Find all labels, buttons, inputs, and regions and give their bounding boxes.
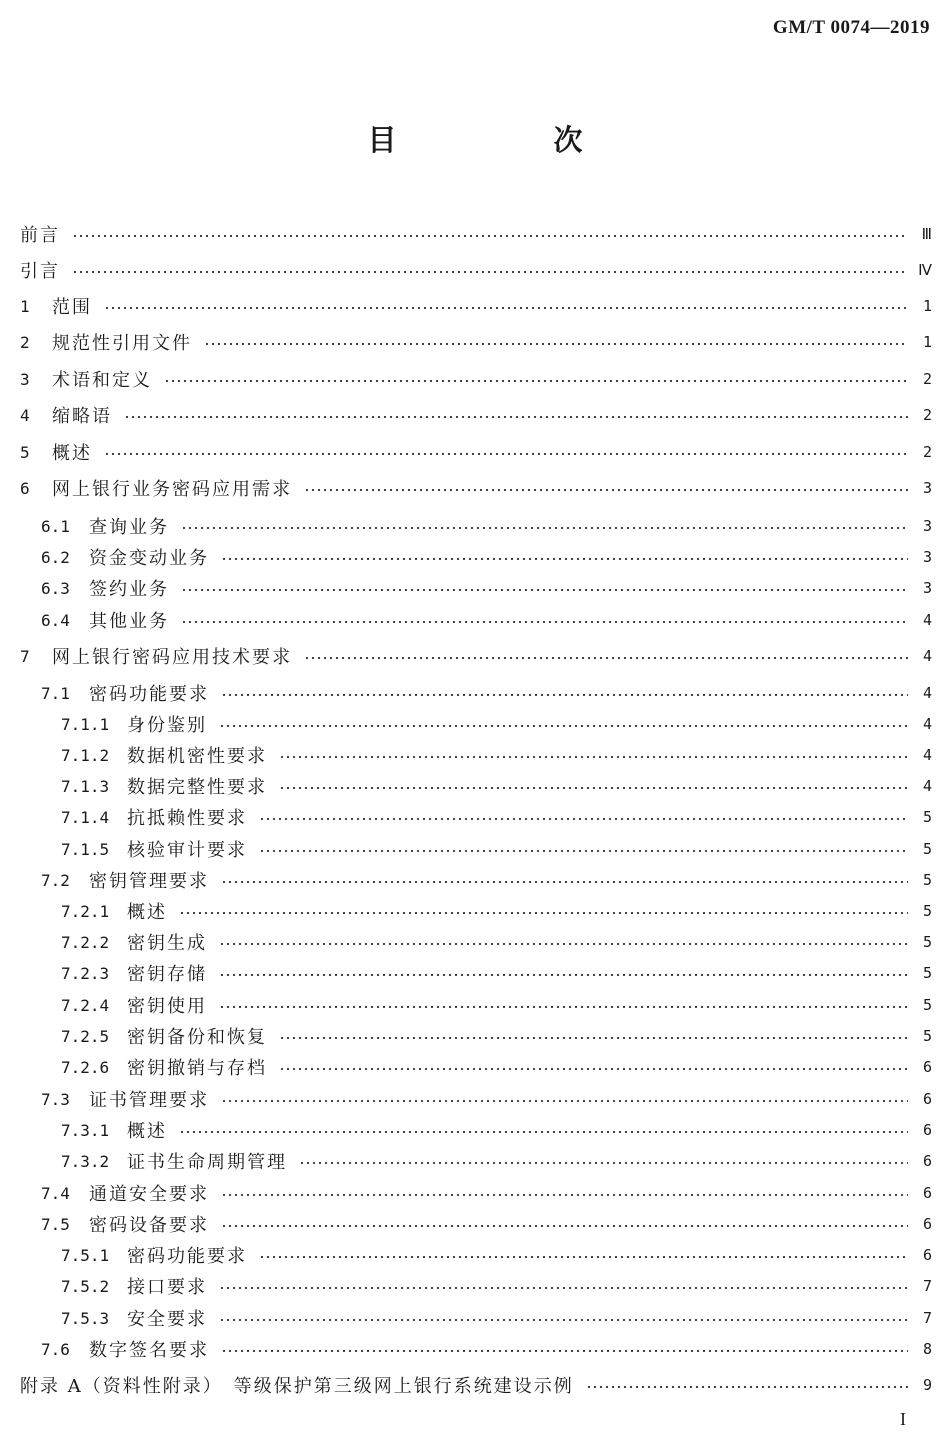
toc-leader-dots	[221, 1350, 908, 1352]
toc-entry[interactable]	[20, 1208, 932, 1240]
toc-entry[interactable]	[20, 957, 932, 989]
toc-entry-number: 3	[20, 369, 30, 389]
toc-leader-dots	[304, 657, 908, 659]
toc-entry[interactable]	[20, 510, 932, 542]
toc-entry[interactable]	[20, 604, 932, 636]
toc-entry-number: 7.6	[41, 1339, 70, 1359]
toc-entry-number: 7.5.2	[61, 1276, 110, 1296]
toc-entry[interactable]	[20, 363, 932, 395]
toc-entry-title: 缩略语	[52, 406, 112, 427]
toc-leader-dots	[179, 912, 908, 914]
toc-entry-title: 密钥生成	[127, 933, 207, 954]
toc-entry-page: 1	[922, 297, 932, 315]
toc-entry-title: 数据机密性要求	[127, 746, 267, 767]
toc-entry-page: 4	[922, 777, 932, 795]
toc-entry-number: 6.3	[41, 578, 70, 598]
toc-leader-dots	[219, 1319, 908, 1321]
toc-entry-title: 通道安全要求	[89, 1184, 209, 1205]
toc-leader-dots	[204, 343, 908, 345]
toc-leader-dots	[181, 621, 908, 623]
page-number: I	[900, 1409, 906, 1429]
toc-entry-title: 密钥使用	[127, 996, 207, 1017]
toc-entry-number: 6	[20, 478, 30, 498]
toc-entry-number: 7.1.4	[61, 807, 110, 827]
toc-entry-title: 概述	[127, 1121, 167, 1142]
toc-entry-page: 4	[922, 684, 932, 702]
toc-entry-title: 其他业务	[89, 611, 169, 632]
toc-entry-title: 证书管理要求	[89, 1090, 209, 1111]
toc-entry-page: 6	[922, 1184, 932, 1202]
toc-entry-page: 4	[922, 611, 932, 629]
toc-entry-title: 接口要求	[127, 1277, 207, 1298]
toc-entry[interactable]	[20, 1114, 932, 1146]
toc-leader-dots	[72, 235, 908, 237]
toc-entry-number: 5	[20, 442, 30, 462]
toc-entry-title: 范围	[52, 297, 92, 318]
toc-entry-number: 7.1.5	[61, 839, 110, 859]
toc-leader-dots	[219, 974, 908, 976]
toc-leader-dots	[104, 307, 908, 309]
toc-entry-title: 核验审计要求	[127, 840, 247, 861]
toc-entry-page: 5	[922, 996, 932, 1014]
toc-entry[interactable]	[20, 989, 932, 1021]
toc-entry-page: 4	[922, 647, 932, 665]
toc-entry-title: 密钥存储	[127, 964, 207, 985]
toc-entry-number: 7.2.1	[61, 901, 110, 921]
toc-entry-number: 7.2.5	[61, 1026, 110, 1046]
toc-entry-number: 7.2	[41, 870, 70, 890]
toc-entry-title: 网上银行业务密码应用需求	[52, 479, 292, 500]
toc-entry-title: 密码功能要求	[89, 684, 209, 705]
toc-entry-number: 7.1.1	[61, 714, 110, 734]
toc-leader-dots	[179, 1131, 908, 1133]
toc-entry[interactable]	[20, 1051, 932, 1083]
toc-entry-page: 8	[922, 1340, 932, 1358]
toc-entry-title: 附录 A（资料性附录） 等级保护第三级网上银行系统建设示例	[20, 1376, 574, 1397]
toc-entry-number: 4	[20, 405, 30, 425]
toc-entry-number: 7.1.2	[61, 745, 110, 765]
toc-entry-title: 规范性引用文件	[52, 333, 192, 354]
toc-entry-page: 7	[922, 1309, 932, 1327]
toc-leader-dots	[219, 943, 908, 945]
toc-leader-dots	[221, 694, 908, 696]
toc-title: 目 次	[367, 123, 647, 157]
toc-entry[interactable]	[20, 801, 932, 833]
toc-entry-page: 6	[922, 1152, 932, 1170]
toc-entry-title: 密钥管理要求	[89, 871, 209, 892]
toc-entry[interactable]	[20, 833, 932, 865]
toc-entry-title: 抗抵赖性要求	[127, 808, 247, 829]
toc-entry[interactable]	[20, 541, 932, 573]
toc-entry[interactable]	[20, 1333, 932, 1365]
toc-entry[interactable]	[20, 436, 932, 468]
toc-entry-number: 7.3.1	[61, 1120, 110, 1140]
toc-entry-page: 5	[922, 808, 932, 826]
toc-entry-page: 6	[922, 1090, 932, 1108]
toc-entry-number: 1	[20, 296, 30, 316]
toc-entry-page: 3	[922, 479, 932, 497]
toc-entry[interactable]	[20, 1145, 932, 1177]
toc-leader-dots	[304, 489, 908, 491]
toc-entry[interactable]	[20, 572, 932, 604]
toc-entry[interactable]	[20, 1302, 932, 1334]
toc-entry-title: 密钥撤销与存档	[127, 1058, 267, 1079]
toc-leader-dots	[299, 1162, 908, 1164]
toc-leader-dots	[181, 527, 908, 529]
toc-entry-page: 6	[922, 1246, 932, 1264]
toc-entry-page: 4	[922, 746, 932, 764]
toc-entry-page: 9	[922, 1376, 932, 1394]
toc-leader-dots	[181, 589, 908, 591]
toc-entry-title: 前言	[20, 225, 60, 246]
toc-leader-dots	[259, 818, 908, 820]
toc-entry-title: 查询业务	[89, 517, 169, 538]
toc-entry-title: 身份鉴别	[127, 715, 207, 736]
toc-entry-page: 6	[922, 1121, 932, 1139]
toc-entry-page: 5	[922, 1027, 932, 1045]
toc-entry-page: 5	[922, 933, 932, 951]
toc-entry-number: 7.5.3	[61, 1308, 110, 1328]
toc-entry-number: 7.3.2	[61, 1151, 110, 1171]
toc-entry-page: 5	[922, 871, 932, 889]
standard-number: GM/T 0074—2019	[772, 17, 930, 38]
toc-entry-title: 证书生命周期管理	[127, 1152, 287, 1173]
toc-entry[interactable]	[20, 770, 932, 802]
toc-entry-number: 7.1	[41, 683, 70, 703]
toc-leader-dots	[221, 558, 908, 560]
toc-leader-dots	[219, 1287, 908, 1289]
toc-entry-page: 6	[922, 1058, 932, 1076]
toc-entry[interactable]	[20, 1369, 932, 1401]
toc-entry-number: 6.1	[41, 516, 70, 536]
toc-entry-number: 6.4	[41, 610, 70, 630]
toc-entry-title: 术语和定义	[52, 370, 152, 391]
toc-entry-page: 3	[922, 579, 932, 597]
toc-leader-dots	[221, 1100, 908, 1102]
toc-entry[interactable]	[20, 926, 932, 958]
toc-entry-number: 2	[20, 332, 30, 352]
toc-leader-dots	[221, 1225, 908, 1227]
toc-entry[interactable]	[20, 254, 932, 286]
toc-entry-number: 7.1.3	[61, 776, 110, 796]
toc-entry[interactable]	[20, 472, 932, 504]
toc-entry-title: 数字签名要求	[89, 1340, 209, 1361]
toc-entry[interactable]	[20, 326, 932, 358]
toc-entry-number: 7.2.2	[61, 932, 110, 952]
toc-entry[interactable]	[20, 864, 932, 896]
toc-entry-title: 密钥备份和恢复	[127, 1027, 267, 1048]
toc-entry-page: 2	[922, 406, 932, 424]
toc-entry[interactable]	[20, 739, 932, 771]
toc-entry[interactable]	[20, 708, 932, 740]
toc-entry-page: 6	[922, 1215, 932, 1233]
toc-entry-page: 5	[922, 840, 932, 858]
toc-entry-number: 7	[20, 646, 30, 666]
toc-entry-page: Ⅲ	[921, 225, 932, 243]
toc-leader-dots	[72, 271, 908, 273]
toc-entry-page: 5	[922, 964, 932, 982]
toc-entry-title: 密码功能要求	[127, 1246, 247, 1267]
toc-entry-title: 密码设备要求	[89, 1215, 209, 1236]
toc-leader-dots	[219, 1006, 908, 1008]
toc-entry-page: 4	[922, 715, 932, 733]
toc-entry-title: 网上银行密码应用技术要求	[52, 647, 292, 668]
toc-entry[interactable]	[20, 290, 932, 322]
toc-entry[interactable]	[20, 1239, 932, 1271]
toc-entry-number: 7.3	[41, 1089, 70, 1109]
toc-leader-dots	[221, 881, 908, 883]
toc-entry[interactable]	[20, 1270, 932, 1302]
toc-entry-page: 2	[922, 443, 932, 461]
toc-entry-number: 7.4	[41, 1183, 70, 1203]
toc-entry[interactable]	[20, 399, 932, 431]
toc-leader-dots	[279, 756, 908, 758]
toc-entry[interactable]	[20, 1020, 932, 1052]
toc-entry[interactable]	[20, 1177, 932, 1209]
toc-leader-dots	[259, 850, 908, 852]
toc-entry-page: 7	[922, 1277, 932, 1295]
toc-leader-dots	[164, 380, 908, 382]
toc-entry[interactable]	[20, 640, 932, 672]
toc-leader-dots	[586, 1386, 908, 1388]
toc-leader-dots	[221, 1194, 908, 1196]
toc-entry[interactable]	[20, 895, 932, 927]
toc-entry-title: 安全要求	[127, 1309, 207, 1330]
toc-entry-number: 7.2.3	[61, 963, 110, 983]
toc-entry-title: 概述	[127, 902, 167, 923]
toc-entry-title: 概述	[52, 443, 92, 464]
toc-entry[interactable]	[20, 218, 932, 250]
toc-entry-title: 资金变动业务	[89, 548, 209, 569]
toc-leader-dots	[259, 1256, 908, 1258]
toc-entry[interactable]	[20, 677, 932, 709]
toc-leader-dots	[219, 725, 908, 727]
toc-entry-number: 6.2	[41, 547, 70, 567]
toc-leader-dots	[279, 787, 908, 789]
toc-entry-page: 1	[922, 333, 932, 351]
toc-entry-number: 7.5	[41, 1214, 70, 1234]
toc-entry-number: 7.2.4	[61, 995, 110, 1015]
toc-entry-title: 数据完整性要求	[127, 777, 267, 798]
toc-entry[interactable]	[20, 1083, 932, 1115]
toc-leader-dots	[124, 416, 908, 418]
toc-entry-page: 3	[922, 517, 932, 535]
toc-entry-title: 引言	[20, 261, 60, 282]
toc-entry-page: 5	[922, 902, 932, 920]
toc-entry-number: 7.5.1	[61, 1245, 110, 1265]
toc-leader-dots	[279, 1068, 908, 1070]
toc-entry-title: 签约业务	[89, 579, 169, 600]
toc-entry-number: 7.2.6	[61, 1057, 110, 1077]
toc-entry-page: Ⅳ	[918, 261, 932, 279]
toc-entry-page: 3	[922, 548, 932, 566]
toc-entry-page: 2	[922, 370, 932, 388]
toc-leader-dots	[279, 1037, 908, 1039]
toc-leader-dots	[104, 453, 908, 455]
